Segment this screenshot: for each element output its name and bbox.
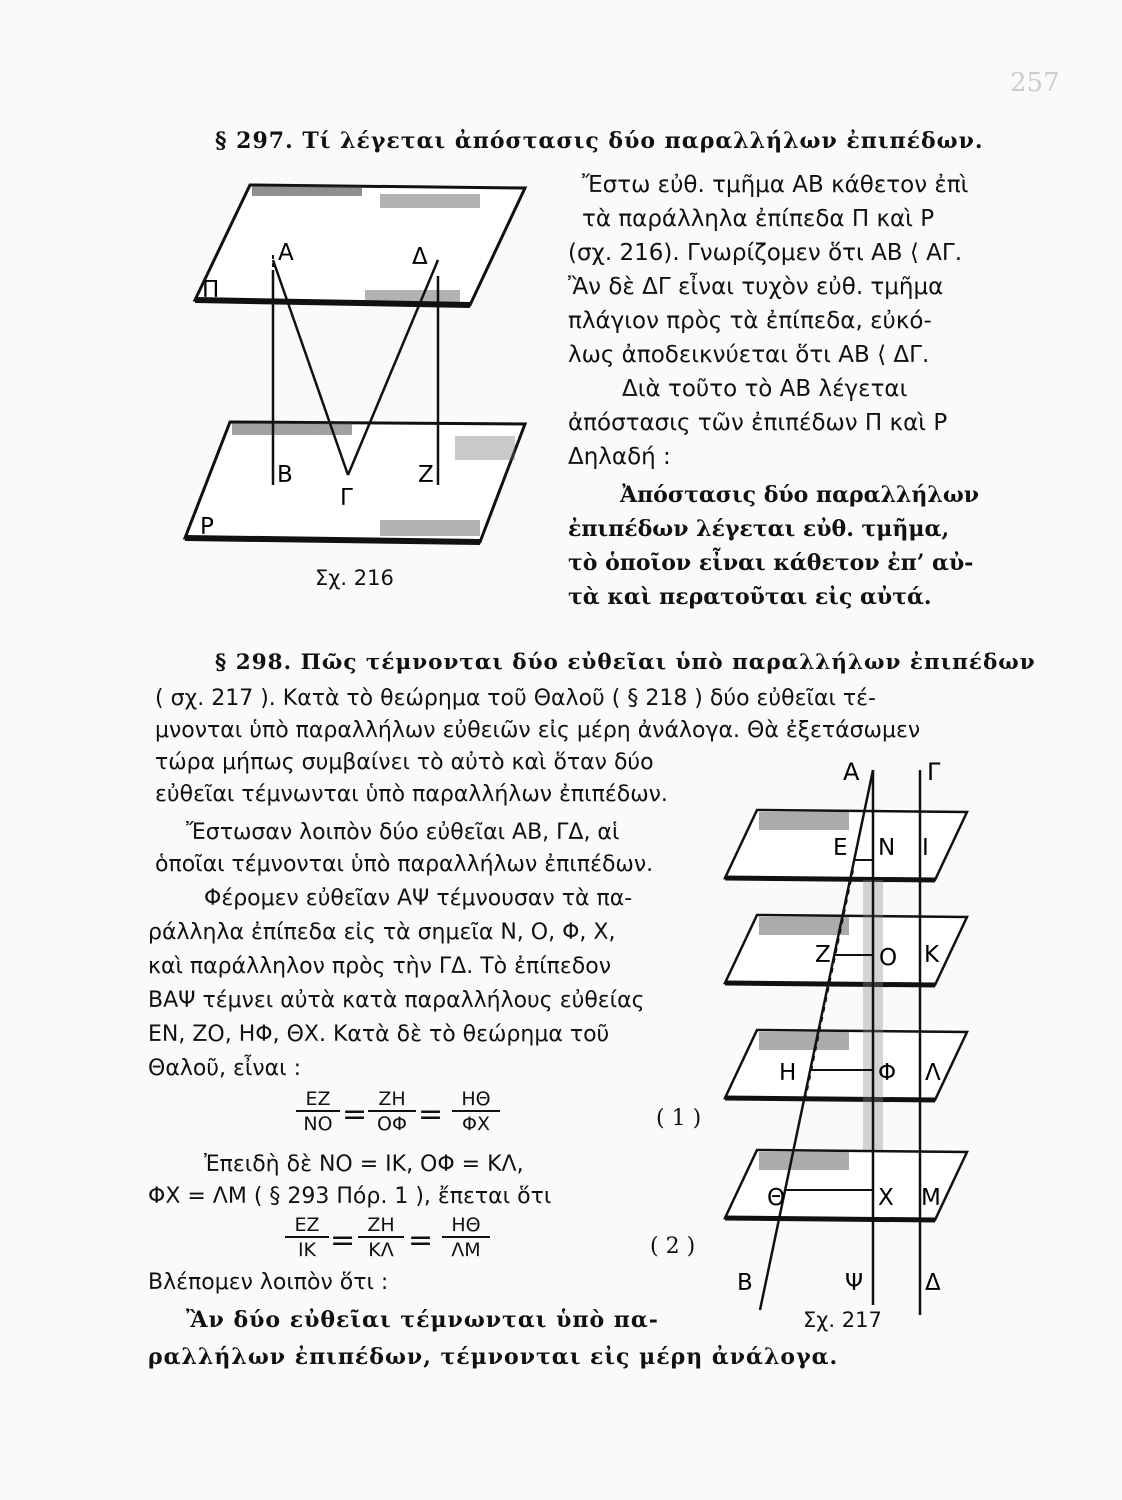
label-K: Κ [924,942,940,968]
text-line: Ἔστωσαν λοιπὸν δύο εὐθεῖαι ΑΒ, ΓΔ, αἱ [186,820,620,845]
label-A: Α [843,758,860,786]
equals-sign: = [408,1223,434,1258]
fraction [368,1088,416,1136]
label-Th: Θ [767,1185,786,1211]
plane-shading [455,436,515,460]
text-line: ΦΧ = ΛΜ ( § 293 Πόρ. 1 ), ἔπεται ὅτι [148,1184,552,1209]
text-line: Φέρομεν εὐθεῖαν ΑΨ τέμνουσαν τὰ πα- [204,886,633,911]
label-M: Μ [921,1185,941,1211]
equals-sign: = [330,1223,356,1258]
label-Z: Ζ [418,462,434,488]
fraction [442,1214,490,1262]
plane-shading [380,520,480,536]
text-line: ΒΑΨ τέμνει αὐτὰ κατὰ παραλλήλους εὐθείας [148,988,645,1013]
fraction [358,1214,404,1262]
numerator: ΕΖ [285,1214,329,1238]
label-D: Δ [412,244,428,270]
theorem-line: ραλλήλων ἐπιπέδων, τέμνονται εἰς μέρη ἀνάλογα. [148,1344,839,1370]
figure-217-caption: Σχ. 217 [803,1308,882,1332]
text-line: τὰ παράλληλα ἐπίπεδα Π καὶ Ρ [582,206,935,232]
text-line: Θαλοῦ, εἶναι : [148,1056,301,1081]
text-line: ( σχ. 217 ). Κατὰ τὸ θεώρημα τοῦ Θαλοῦ ( § 218 ) δύο εὐθεῖαι τέ- [155,686,876,711]
definition-line: τὸ ὁποῖον εἶναι κάθετον ἐπ’ αὐ- [568,550,974,576]
text-line: ράλληλα ἐπίπεδα εἰς τὰ σημεῖα Ν, Ο, Φ, Χ, [148,920,616,945]
numerator: ΗΘ [452,1088,500,1112]
text-line: εὐθεῖαι τέμνωνται ὑπὸ παραλλήλων ἐπιπέδων. [155,782,668,807]
theorem-line: Ἂν δύο εὐθεῖαι τέμνωνται ὑπὸ πα- [186,1307,659,1333]
text-line: Ἐπειδὴ δὲ ΝΟ = ΙΚ, ΟΦ = ΚΛ, [204,1152,524,1177]
label-B: Β [737,1270,753,1296]
label-G: Γ [340,485,353,511]
fraction [452,1088,500,1136]
plane-shading [252,186,362,196]
text-line: λως ἀποδεικνύεται ὅτι ΑΒ ⟨ ΔΓ. [568,342,930,368]
denominator: ΦΧ [462,1113,490,1135]
label-N: Ν [878,835,896,861]
label-X: Χ [878,1185,894,1211]
numerator: ΕΖ [296,1088,340,1112]
label-B: Β [277,462,293,488]
label-Psi: Ψ [845,1270,864,1296]
label-A: Α [278,240,294,266]
figure-216 [180,180,540,600]
text-line: καὶ παράλληλον πρὸς τὴν ΓΔ. Τὸ ἐπίπεδον [148,954,612,979]
text-line: ΕΝ, ΖΟ, ΗΦ, ΘΧ. Κατὰ δὲ τὸ θεώρημα τοῦ [148,1022,610,1047]
equation-tag: ( 2 ) [650,1234,696,1259]
text-line: Ἔστω εὐθ. τμῆμα ΑΒ κάθετον ἐπὶ [582,172,969,198]
text-line: Βλέπομεν λοιπὸν ὅτι : [148,1270,389,1295]
denominator: ΚΛ [368,1239,394,1261]
text-line: ὁποῖαι τέμνονται ὑπὸ παραλλήλων ἐπιπέδων. [155,852,654,877]
definition-line: Ἀπόστασις δύο παραλλήλων [620,482,980,508]
text-line: ἀπόστασις τῶν ἐπιπέδων Π καὶ Ρ [568,410,948,436]
fraction [285,1214,329,1262]
text-line: Διὰ τοῦτο τὸ ΑΒ λέγεται [622,376,908,402]
equation-tag: ( 1 ) [656,1106,702,1131]
figure-216-caption: Σχ. 216 [315,566,394,590]
text-line: μνονται ὑπὸ παραλλήλων εὐθειῶν εἰς μέρη ἀνάλογα. Θὰ ἐξετάσωμεν [155,718,921,743]
page-number: 257 [1010,68,1060,98]
label-E: Ε [833,835,848,861]
label-I: Ι [922,835,929,861]
figure-217 [715,750,985,1350]
plane-shading [380,194,480,208]
definition-line: ἐπιπέδων λέγεται εὐθ. τμῆμα, [568,516,950,542]
denominator: ΙΚ [297,1239,317,1261]
denominator: ΛΜ [451,1239,481,1261]
equals-sign: = [342,1097,368,1132]
text-line: τώρα μήπως συμβαίνει τὸ αὐτὸ καὶ ὅταν δύο [155,750,654,775]
equals-sign: = [418,1097,444,1132]
numerator: ΗΘ [442,1214,490,1238]
label-H: Η [779,1060,797,1086]
fraction [296,1088,340,1136]
numerator: ΖΗ [358,1214,404,1238]
text-line: (σχ. 216). Γνωρίζομεν ὅτι ΑΒ ⟨ ΑΓ. [568,240,963,266]
label-O: Ο [879,945,898,971]
numerator: ΖΗ [368,1088,416,1112]
plane-shading [365,290,460,302]
label-G: Γ [927,758,941,786]
section-297-heading: § 297. Τί λέγεται ἀπόστασις δύο παραλλήλων ἐπιπέδων. [215,128,984,154]
label-L: Λ [925,1060,941,1086]
label-Z: Ζ [815,942,831,968]
label-P: Π [202,277,220,303]
text-line: Δηλαδή : [568,444,671,470]
denominator: ΝΟ [303,1113,333,1135]
section-298-heading: § 298. Πῶς τέμνονται δύο εὐθεῖαι ὑπὸ παραλλήλων ἐπιπέδων [215,650,1036,675]
text-line: Ἂν δὲ ΔΓ εἶναι τυχὸν εὐθ. τμῆμα [568,274,944,300]
label-R: Ρ [200,514,214,540]
label-D: Δ [925,1270,941,1296]
text-line: πλάγιον πρὸς τὰ ἐπίπεδα, εὐκό- [568,308,932,334]
label-F: Φ [878,1060,897,1086]
definition-line: τὰ καὶ περατοῦται εἰς αὐτά. [568,584,932,610]
denominator: ΟΦ [377,1113,407,1135]
